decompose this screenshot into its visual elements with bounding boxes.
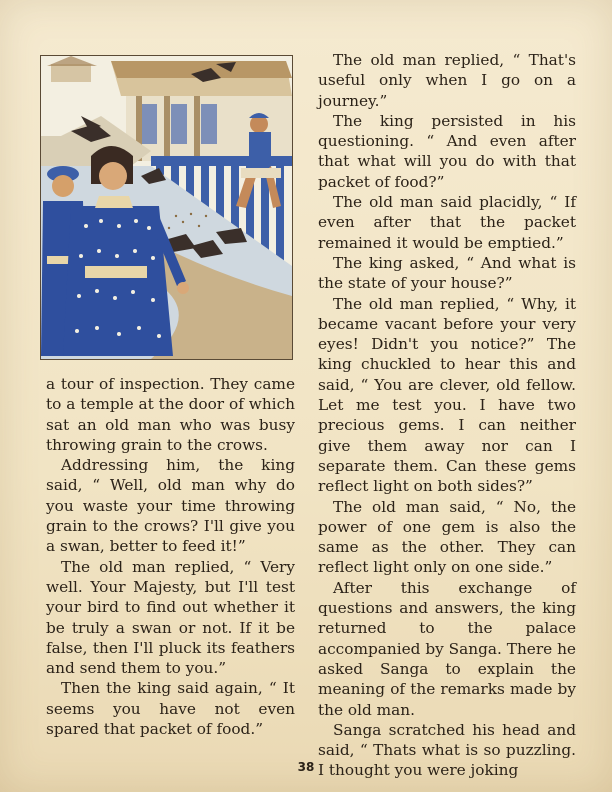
left-text-column — [46, 374, 295, 739]
paragraph: The old man said placidly, “ If even after that the packet remained it would be emptied.” — [318, 193, 576, 252]
paragraph: Addressing him, the king said, “ Well, old man why do you waste your time throwing grain to the crows? I'll give you a swan, better to feed it!” — [46, 456, 295, 556]
paragraph: Sanga scratched his head and said, “ Thats what is so puzzling. I thought you were joking — [318, 720, 576, 780]
paragraph: The old man replied, “ That's useful only when I go on a journey.” — [318, 51, 576, 110]
illustration-king-old-man-crows-icon — [41, 56, 292, 359]
paragraph: a tour of inspection. They came to a temple at the door of which sat an old man who was busy throwing grain to the crows. — [46, 375, 295, 454]
paragraph: The king persisted in his questioning. “ And even after that what will you do with that packet of food?” — [318, 111, 576, 191]
paragraph: Then the king said again, “ It seems you have not even spared that packet of food.” — [46, 679, 295, 739]
paragraph: The old man replied, “ Why, it became vacant before your very eyes! Didn't you notice?” The king chuckled to hear this and said, “ You are clever, old fellow. Let me test you. I have two precious gems. I can neither give them away nor can I separate them. Can these gems reflect light on both sides?” — [318, 294, 576, 496]
right-text-column — [318, 50, 576, 781]
story-illustration — [40, 55, 293, 360]
paragraph: The king asked, “ And what is the state of your house?” — [318, 253, 576, 293]
paragraph: After this exchange of questions and answers, the king returned to the palace accompanied by Sanga. There he asked Sanga to explain the meaning of the remarks made by the old man. — [318, 578, 576, 719]
paragraph: The old man replied, “ Very well. Your Majesty, but I'll test your bird to find out whether it be truly a swan or not. If it be false, then I'll pluck its feathers and send them to you.” — [46, 557, 295, 678]
page-number: 38 — [297, 760, 315, 774]
paragraph: The old man said, “ No, the power of one gem is also the same as the other. They can reflect light only on one side.” — [318, 497, 576, 577]
